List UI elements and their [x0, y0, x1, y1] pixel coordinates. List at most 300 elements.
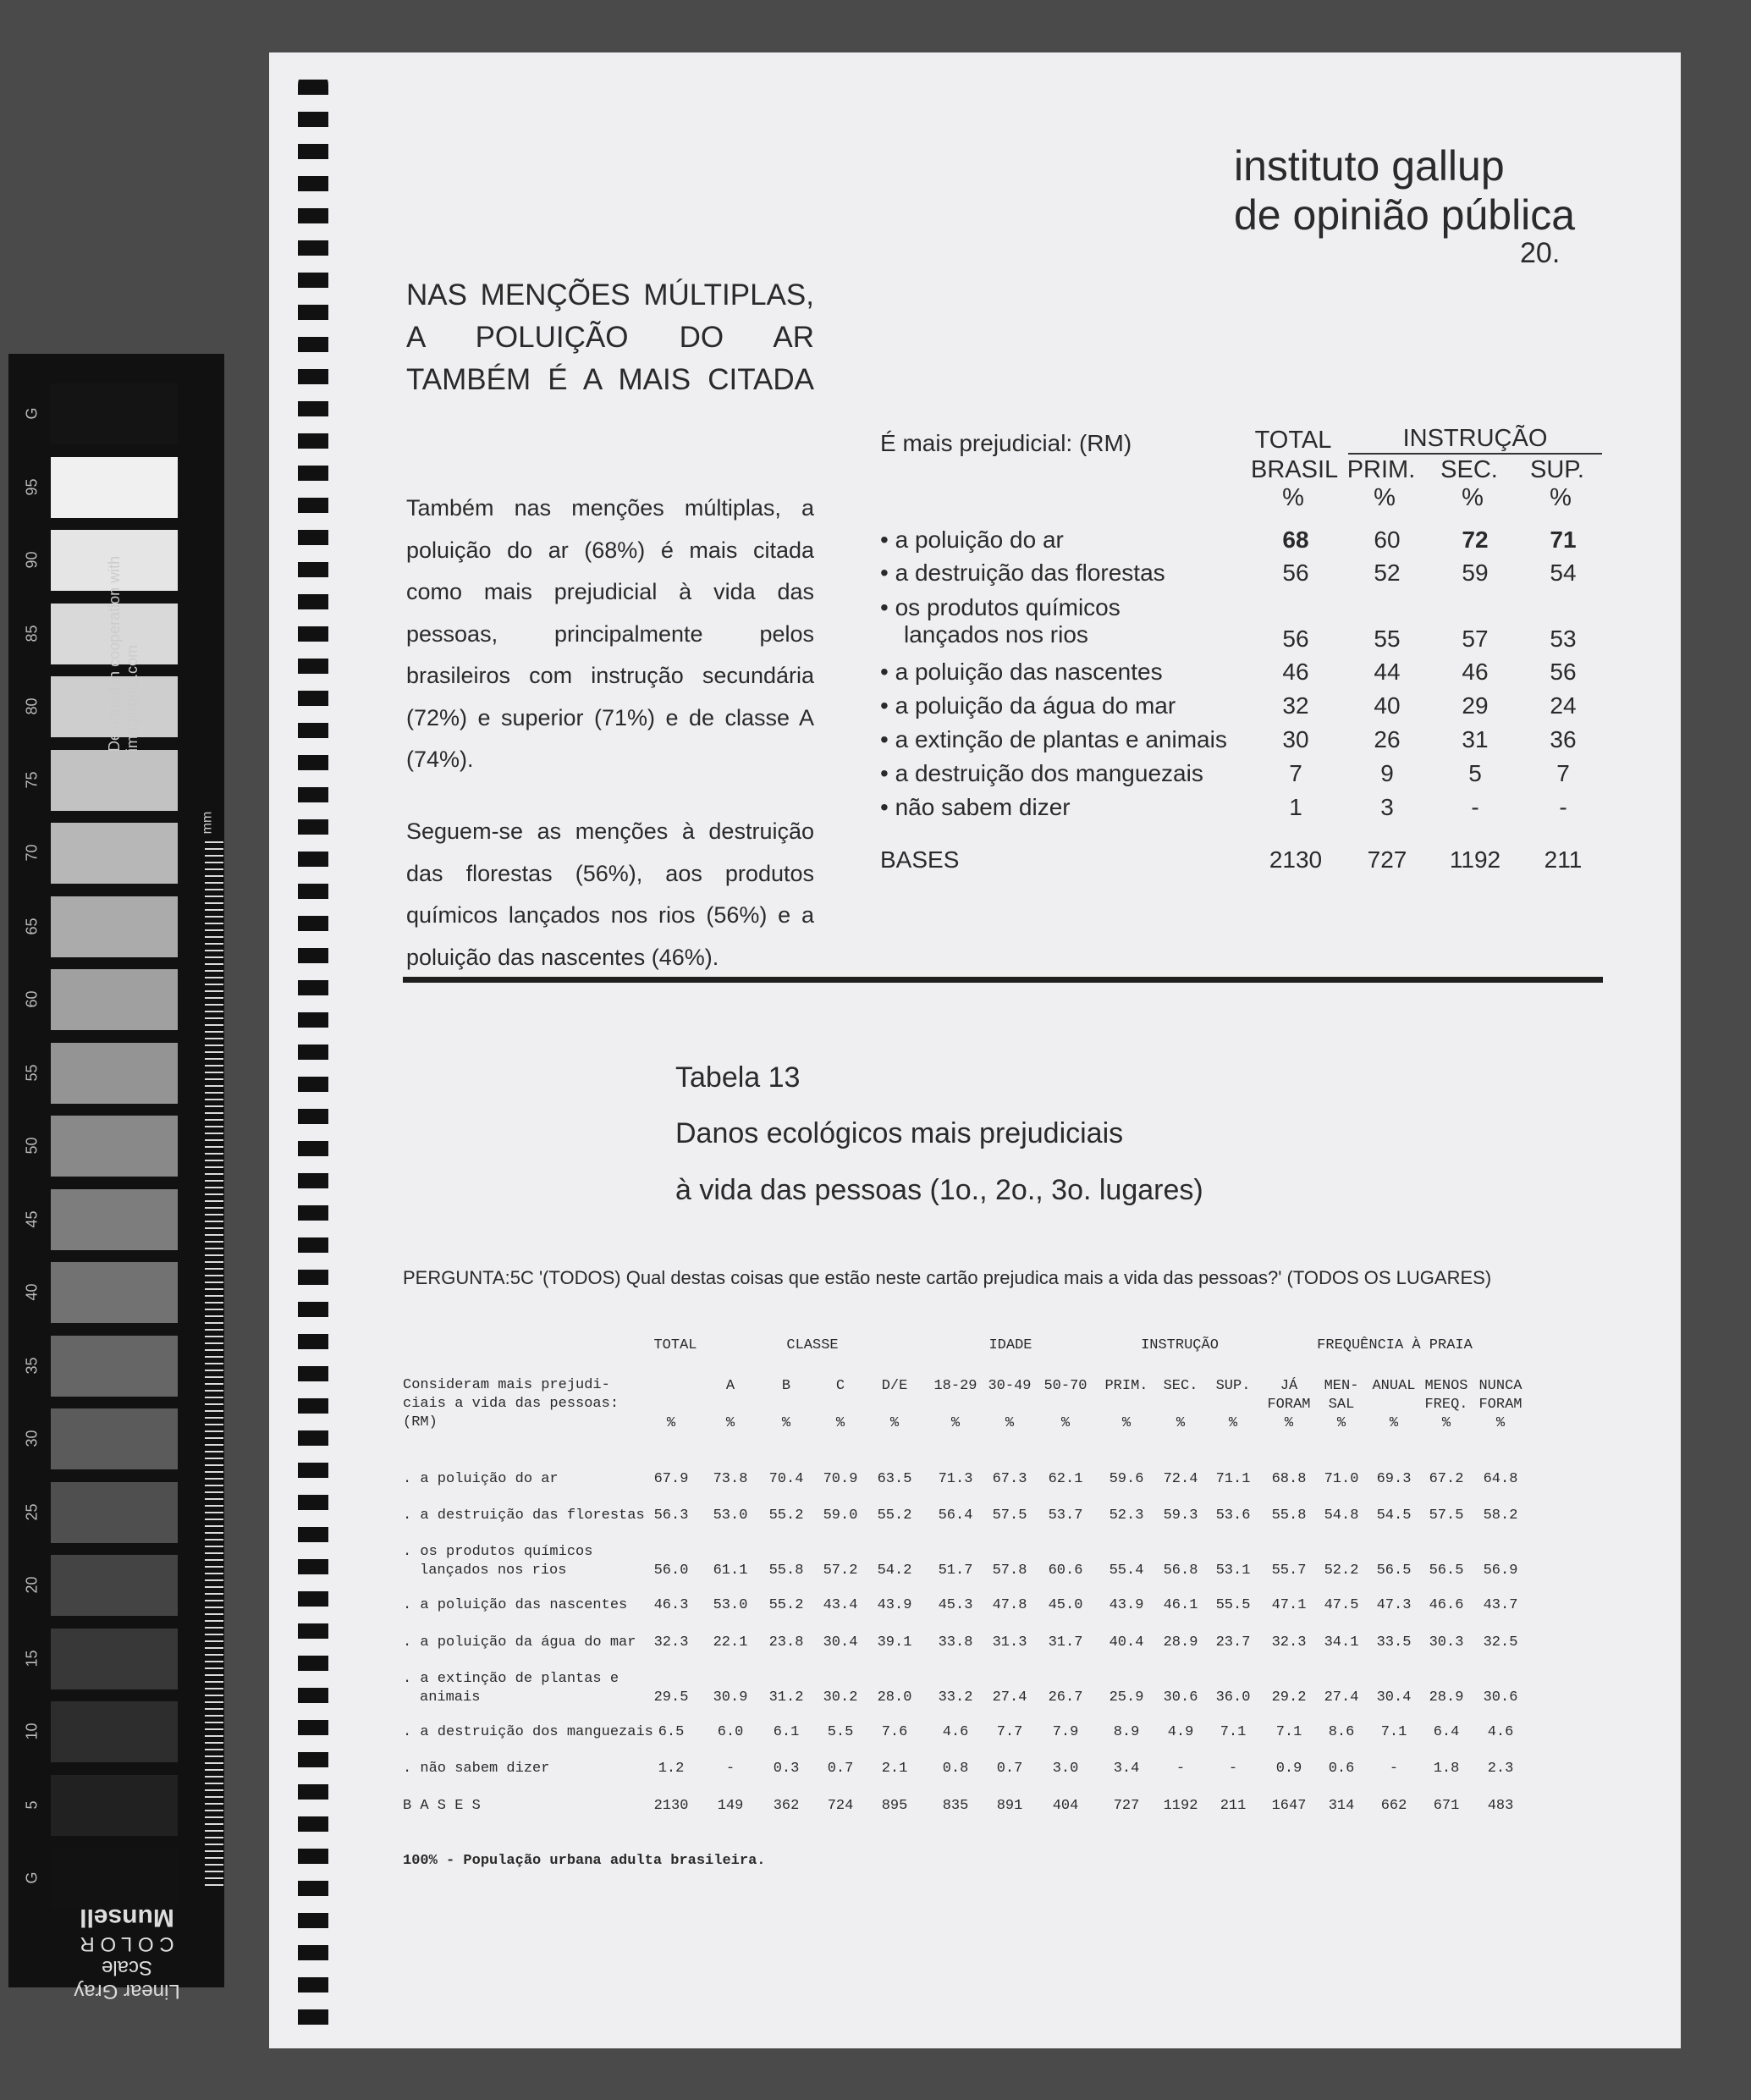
table-cell: 73.8 [713, 1471, 748, 1487]
table-cell: 6.0 [717, 1724, 744, 1740]
group-header: CLASSE [786, 1337, 839, 1353]
table-cell: 0.9 [1275, 1761, 1302, 1777]
table-cell: 56.4 [938, 1507, 973, 1524]
table-label: . a poluição das nascentes [403, 1597, 628, 1613]
section-divider [403, 977, 1603, 983]
row-value: 54 [1550, 559, 1577, 586]
gray-swatch [51, 1336, 178, 1397]
table-cell: 70.4 [768, 1471, 804, 1487]
table-cell: 28.9 [1163, 1634, 1198, 1651]
bases-label: BASES [880, 846, 960, 873]
table-cell: 43.9 [877, 1597, 912, 1613]
row-value: 56 [1282, 559, 1309, 586]
bases-row [880, 846, 1642, 880]
table-cell: 23.7 [1215, 1634, 1251, 1651]
table-cell: 54.5 [1376, 1507, 1412, 1524]
table-cell: 362 [773, 1798, 800, 1814]
table-cell: 7.1 [1275, 1724, 1302, 1740]
percent-header: % [666, 1415, 676, 1431]
row-label-text: a destruição dos manguezais [895, 760, 1203, 786]
table-cell: 25.9 [1109, 1689, 1144, 1706]
percent-header: % [1550, 484, 1572, 511]
table-cell: 46.3 [653, 1597, 689, 1613]
table-label-2: animais [420, 1689, 481, 1706]
table-cell: 6.1 [773, 1724, 800, 1740]
table-cell: 70.9 [823, 1471, 858, 1487]
table-label: . não sabem dizer [403, 1761, 550, 1777]
percent-header: % [1005, 1415, 1015, 1431]
table-cell: 835 [942, 1798, 969, 1814]
row-label-text: a extinção de plantas e animais [895, 726, 1227, 752]
headline: NAS MENÇÕES MÚLTIPLAS, A POLUIÇÃO DO AR TAMBÉM É A MAIS CITADA [406, 278, 814, 396]
column-header: ANUAL [1372, 1378, 1416, 1394]
table-cell: 43.4 [823, 1597, 858, 1613]
row-value: 1 [1289, 794, 1302, 820]
table-cell: 0.6 [1328, 1761, 1355, 1777]
munsell-brand [47, 1903, 207, 2003]
spiral-holes [298, 69, 328, 2042]
row-label [880, 692, 1286, 719]
row-header-text: Consideram mais prejudi- [403, 1377, 610, 1393]
gray-swatch [51, 1482, 178, 1543]
table-cell: 2.1 [881, 1761, 908, 1777]
percent-header: % [889, 1415, 900, 1431]
table-cell: 29.2 [1271, 1689, 1307, 1706]
table-cell: 2.3 [1487, 1761, 1514, 1777]
row-value: - [1559, 794, 1567, 820]
scale-number: 80 [23, 697, 41, 715]
table-cell: 64.8 [1483, 1471, 1518, 1487]
table-cell: 211 [1220, 1798, 1247, 1814]
table-cell: 71.1 [1215, 1471, 1251, 1487]
row-value: 36 [1550, 726, 1577, 752]
table-cell: 314 [1328, 1798, 1355, 1814]
scale-number: 15 [23, 1649, 41, 1667]
table-label-2: lançados nos rios [420, 1563, 567, 1579]
table-cell: 0.7 [996, 1761, 1023, 1777]
table-cell: 3.0 [1052, 1761, 1079, 1777]
row-label [880, 526, 1286, 554]
row-value: 7 [1289, 760, 1302, 786]
institute-line2: de opinião pública [1234, 191, 1576, 239]
percent-header: % [950, 1415, 961, 1431]
scale-number: 50 [23, 1137, 41, 1155]
gray-swatch [51, 1701, 178, 1762]
gray-scale-card [8, 354, 224, 2003]
gray-swatch [51, 1408, 178, 1469]
table-cell: 26.7 [1048, 1689, 1083, 1706]
table-cell: 47.3 [1376, 1597, 1412, 1613]
row-label-text: não sabem dizer [895, 794, 1071, 820]
gray-swatch [51, 1043, 178, 1104]
column-header: JÁ [1280, 1378, 1298, 1394]
table-cell: 55.2 [768, 1597, 804, 1613]
brand-line: Linear Gray Scale [74, 1956, 180, 2003]
table-cell: 4.6 [942, 1724, 969, 1740]
bullet-icon: • [880, 526, 895, 553]
column-header: NUNCA [1478, 1378, 1522, 1394]
table-cell: 32.5 [1483, 1634, 1518, 1651]
column-header: PRIM. [1104, 1378, 1148, 1394]
scale-number: 40 [23, 1283, 41, 1301]
table-cell: 32.3 [653, 1634, 689, 1651]
table-cell: 52.3 [1109, 1507, 1144, 1524]
gray-swatch [51, 1262, 178, 1323]
gray-swatch [51, 750, 178, 811]
percent-header: % [725, 1415, 735, 1431]
column-header: D/E [881, 1378, 908, 1394]
row-label [880, 760, 1286, 787]
scale-number: 75 [23, 770, 41, 789]
scale-number: 45 [23, 1210, 41, 1228]
bullet-icon: • [880, 726, 895, 752]
row-value: 29 [1462, 692, 1489, 719]
bases-value: 1192 [1449, 846, 1501, 873]
table-cell: 7.9 [1052, 1724, 1079, 1740]
table-cell: 56.3 [653, 1507, 689, 1524]
table-cell: 72.4 [1163, 1471, 1198, 1487]
row-value: 52 [1374, 559, 1401, 586]
table-cell: 51.7 [938, 1563, 973, 1579]
gray-swatch [51, 383, 178, 444]
table-cell: 30.9 [713, 1689, 748, 1706]
table-cell: 55.8 [1271, 1507, 1307, 1524]
scale-number: 25 [23, 1502, 41, 1521]
small-table-question: É mais prejudicial: (RM) [880, 430, 1132, 456]
table-cell: 30.3 [1429, 1634, 1464, 1651]
table-cell: 59.6 [1109, 1471, 1144, 1487]
table-cell: 149 [717, 1798, 744, 1814]
institute-line1: instituto gallup [1234, 142, 1505, 190]
table-cell: 483 [1487, 1798, 1514, 1814]
table-cell: 67.3 [992, 1471, 1027, 1487]
table-cell: 7.1 [1220, 1724, 1247, 1740]
table-cell: 1647 [1271, 1798, 1307, 1814]
table-cell: 28.0 [877, 1689, 912, 1706]
brand-sub: C O L O R [80, 1932, 174, 1955]
table-cell: 404 [1052, 1798, 1079, 1814]
brasil-label: BRASIL [1251, 456, 1339, 483]
table-cell: 43.7 [1483, 1597, 1518, 1613]
column-header: MEN- [1324, 1378, 1359, 1394]
row-label [880, 559, 1286, 587]
table-cell: 30.6 [1163, 1689, 1198, 1706]
question-text: PERGUNTA:5C '(TODOS) Qual destas coisas que estão neste cartão prejudica mais a vida das pessoas?' (TODOS OS LUGARES) [403, 1267, 1492, 1288]
row-header-text: (RM) [403, 1414, 438, 1430]
scale-credit: Designed in cooperation with imagingetc.com [106, 555, 140, 752]
table-cell: 53.0 [713, 1597, 748, 1613]
row-value: 53 [1550, 626, 1577, 652]
row-value: 30 [1282, 726, 1309, 752]
row-value: 59 [1462, 559, 1489, 586]
table-cell: 54.2 [877, 1563, 912, 1579]
row-label-text: a poluição das nascentes [895, 659, 1163, 685]
row-value: 60 [1374, 526, 1401, 553]
table-cell: 4.9 [1167, 1724, 1194, 1740]
row-value: 44 [1374, 659, 1401, 685]
table-cell: 68.8 [1271, 1471, 1307, 1487]
table-cell: 43.9 [1109, 1597, 1144, 1613]
column-header: C [835, 1378, 845, 1394]
row-value: 56 [1282, 626, 1309, 652]
table-cell: 55.7 [1271, 1563, 1307, 1579]
table-cell: 47.1 [1271, 1597, 1307, 1613]
bullet-icon: • [880, 760, 895, 786]
table-cell: 57.8 [992, 1563, 1027, 1579]
row-value: 57 [1462, 626, 1489, 652]
column-header-2: SAL [1328, 1397, 1355, 1413]
gray-swatch [51, 896, 178, 957]
percent-header: % [1060, 1415, 1071, 1431]
column-header: B [781, 1378, 791, 1394]
table-label: . a extinção de plantas e [403, 1671, 619, 1687]
table-cell: 53.7 [1048, 1507, 1083, 1524]
table-cell: 6.4 [1433, 1724, 1460, 1740]
paragraph-1: Também nas menções múltiplas, a poluição do ar (68%) é mais citada como mais prejudicial à vida das pessoas, principalmente pelos brasileiros com instrução secundária (72%) e superior (71%) e de classe A (74%). [406, 495, 814, 772]
percent-header: % [1228, 1415, 1238, 1431]
gray-swatch [51, 823, 178, 884]
table-title-line1: Danos ecológicos mais prejudiciais [675, 1117, 1124, 1149]
table-cell: 0.3 [773, 1761, 800, 1777]
scale-number: 30 [23, 1430, 41, 1447]
scale-number: 35 [23, 1356, 41, 1375]
table-cell: 32.3 [1271, 1634, 1307, 1651]
table-cell: 671 [1433, 1798, 1460, 1814]
row-value: 32 [1282, 692, 1309, 719]
bases-value: 211 [1544, 846, 1583, 873]
row-value: 71 [1550, 526, 1577, 553]
row-value: 46 [1282, 659, 1309, 685]
table-cell: 7.7 [996, 1724, 1023, 1740]
row-value: 31 [1462, 726, 1489, 752]
column-header-2: FORAM [1478, 1397, 1522, 1413]
table-cell: 62.1 [1048, 1471, 1083, 1487]
table-cell: 23.8 [768, 1634, 804, 1651]
table-cell: 31.3 [992, 1634, 1027, 1651]
table-cell: 55.8 [768, 1563, 804, 1579]
institute-header [1234, 141, 1575, 240]
table-cell: 8.9 [1113, 1724, 1140, 1740]
table-cell: 45.0 [1048, 1597, 1083, 1613]
table-cell: 7.1 [1380, 1724, 1407, 1740]
table-cell: - [1228, 1761, 1238, 1777]
instrucao-col-header: SUP. [1530, 456, 1584, 483]
percent-header: % [1462, 484, 1484, 511]
bases-value: 727 [1367, 846, 1407, 873]
row-value: 40 [1374, 692, 1401, 719]
table-cell: 56.0 [653, 1563, 689, 1579]
row-value: 68 [1282, 526, 1309, 553]
table-cell: 31.7 [1048, 1634, 1083, 1651]
gray-swatch [51, 969, 178, 1030]
table-cell: 33.2 [938, 1689, 973, 1706]
scale-number: 65 [23, 917, 41, 935]
scale-number: 10 [23, 1722, 41, 1740]
table-cell: 57.5 [1429, 1507, 1464, 1524]
table-title-line2: à vida das pessoas (1o., 2o., 3o. lugares) [675, 1174, 1203, 1206]
instrucao-col-header: PRIM. [1346, 456, 1416, 483]
percent-header: % [1121, 1415, 1132, 1431]
table-cell: 662 [1380, 1798, 1407, 1814]
bullet-icon: • [880, 794, 895, 820]
table-cell: 71.0 [1324, 1471, 1359, 1487]
scale-number: 85 [23, 624, 41, 642]
table-cell: - [1176, 1761, 1186, 1777]
table-cell: 53.0 [713, 1507, 748, 1524]
row-value: 24 [1550, 692, 1577, 719]
table-cell: 47.5 [1324, 1597, 1359, 1613]
table-label: . a poluição do ar [403, 1471, 559, 1487]
percent-header: % [1176, 1415, 1186, 1431]
table-label: . a poluição da água do mar [403, 1634, 636, 1651]
table-cell: 30.6 [1483, 1689, 1518, 1706]
percent-header: % [1495, 1415, 1506, 1431]
row-label [880, 794, 1286, 821]
scale-number: 70 [23, 844, 41, 862]
table-cell: 39.1 [877, 1634, 912, 1651]
table-cell: 27.4 [1324, 1689, 1359, 1706]
scale-number: 60 [23, 990, 41, 1008]
percent-header: % [1441, 1415, 1451, 1431]
table-cell: 57.2 [823, 1563, 858, 1579]
row-label-text: a poluição da água do mar [895, 692, 1176, 719]
small-table-row [880, 594, 1642, 653]
row-label [880, 659, 1286, 686]
gray-swatch [51, 1116, 178, 1177]
percent-header: % [1282, 484, 1304, 511]
table-label: . os produtos químicos [403, 1544, 593, 1560]
gray-swatch [51, 1629, 178, 1689]
group-header: FREQUÊNCIA À PRAIA [1317, 1337, 1473, 1353]
table-cell: 67.9 [653, 1471, 689, 1487]
scale-number: 90 [23, 551, 41, 569]
percent-header: % [1389, 1415, 1399, 1431]
scale-number: G [23, 1871, 41, 1884]
column-header: MENOS [1424, 1378, 1468, 1394]
table-cell: 2130 [653, 1798, 689, 1814]
table-cell: 6.5 [658, 1724, 685, 1740]
table-cell: 59.0 [823, 1507, 858, 1524]
table-cell: 33.5 [1376, 1634, 1412, 1651]
table-cell: - [1389, 1761, 1399, 1777]
percent-header: % [1336, 1415, 1346, 1431]
row-label [880, 594, 1286, 648]
table-cell: 53.1 [1215, 1563, 1251, 1579]
table-cell: 71.3 [938, 1471, 973, 1487]
table-cell: 33.8 [938, 1634, 973, 1651]
table-cell: 56.9 [1483, 1563, 1518, 1579]
gray-swatch [51, 1848, 178, 1909]
table-cell: 56.8 [1163, 1563, 1198, 1579]
table-cell: 56.5 [1429, 1563, 1464, 1579]
row-value: 55 [1374, 626, 1401, 652]
column-header-2: FREQ. [1424, 1397, 1468, 1413]
table-cell: 28.9 [1429, 1689, 1464, 1706]
bullet-icon: • [880, 692, 895, 719]
table-cell: 57.5 [992, 1507, 1027, 1524]
group-header: IDADE [988, 1337, 1032, 1353]
table-cell: 1.8 [1433, 1761, 1460, 1777]
column-header-2: FORAM [1267, 1397, 1311, 1413]
page-number: 20. [1520, 237, 1561, 269]
instrucao-col-header: SEC. [1440, 456, 1498, 483]
table-cell: 55.2 [877, 1507, 912, 1524]
row-value: 7 [1556, 760, 1570, 786]
column-header: SUP. [1215, 1378, 1251, 1394]
table-cell: 46.6 [1429, 1597, 1464, 1613]
table-cell: 55.5 [1215, 1597, 1251, 1613]
row-value: 9 [1380, 760, 1394, 786]
table-cell: 59.3 [1163, 1507, 1198, 1524]
table-cell: 5.5 [827, 1724, 854, 1740]
table-cell: 60.6 [1048, 1563, 1083, 1579]
table-cell: 52.2 [1324, 1563, 1359, 1579]
table-cell: 56.5 [1376, 1563, 1412, 1579]
table-cell: 30.2 [823, 1689, 858, 1706]
table-cell: 46.1 [1163, 1597, 1198, 1613]
percent-header: % [1284, 1415, 1294, 1431]
bullet-icon: • [880, 659, 895, 685]
table-cell: 3.4 [1113, 1761, 1140, 1777]
row-label-text-2: lançados nos rios [904, 621, 1088, 648]
document-page [269, 52, 1681, 2048]
row-label [880, 726, 1286, 753]
gray-swatch [51, 1775, 178, 1836]
table-cell: 727 [1113, 1798, 1140, 1814]
row-label-text: a poluição do ar [895, 526, 1064, 553]
table-cell: 895 [881, 1798, 908, 1814]
scale-number: 20 [23, 1576, 41, 1594]
table-cell: 0.8 [942, 1761, 969, 1777]
table-cell: 45.3 [938, 1597, 973, 1613]
table-cell: 53.6 [1215, 1507, 1251, 1524]
bullet-icon: • [880, 559, 895, 586]
column-header: A [725, 1378, 735, 1394]
percent-header: % [781, 1415, 791, 1431]
scale-number: 95 [23, 477, 41, 496]
table-cell: 1.2 [658, 1761, 685, 1777]
table-cell: 47.8 [992, 1597, 1027, 1613]
gray-swatch [51, 1189, 178, 1250]
row-value: 5 [1468, 760, 1482, 786]
percent-header: % [835, 1415, 845, 1431]
row-label-text: os produtos químicos [895, 594, 1121, 620]
group-header: TOTAL [653, 1337, 697, 1353]
column-header: 18-29 [933, 1378, 977, 1394]
table-cell: 4.6 [1487, 1724, 1514, 1740]
column-header: SEC. [1163, 1378, 1198, 1394]
small-table-row [880, 794, 1642, 853]
mm-ruler [205, 836, 223, 1886]
brand-name: Munsell [80, 1904, 174, 1932]
table-number: Tabela 13 [675, 1061, 801, 1094]
total-label: TOTAL [1254, 427, 1332, 454]
scale-number: G [23, 407, 41, 420]
table-cell: 67.2 [1429, 1471, 1464, 1487]
scale-number: 5 [23, 1800, 41, 1810]
table-cell: 55.2 [768, 1507, 804, 1524]
row-value: 46 [1462, 659, 1489, 685]
instrucao-label: INSTRUÇÃO [1348, 425, 1602, 455]
percent-header: % [1374, 484, 1396, 511]
column-header: 30-49 [988, 1378, 1032, 1394]
bullet-icon: • [880, 594, 895, 620]
row-value: 26 [1374, 726, 1401, 752]
row-value: 3 [1380, 794, 1394, 820]
table-footnote: 100% - População urbana adulta brasileira. [403, 1853, 766, 1869]
table-cell: 724 [827, 1798, 854, 1814]
table-label: . a destruição das florestas [403, 1507, 645, 1524]
